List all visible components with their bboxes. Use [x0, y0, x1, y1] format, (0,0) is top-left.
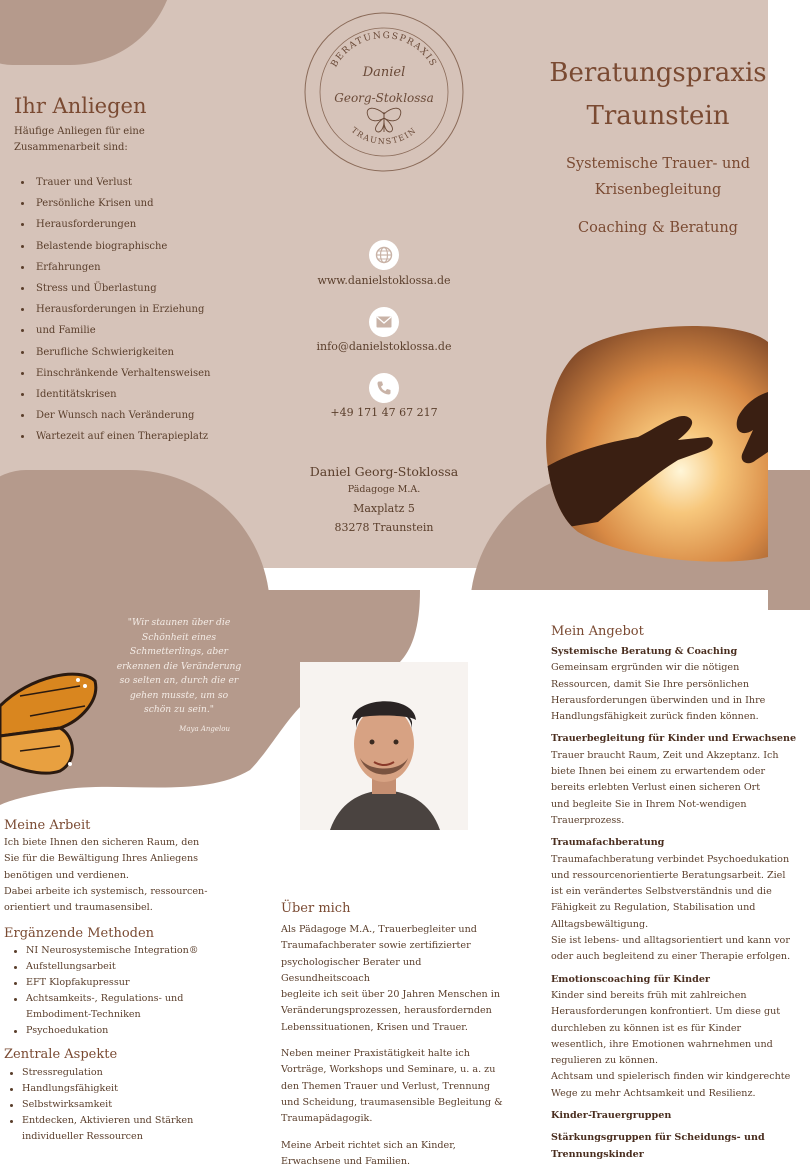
list-item: individueller Ressourcen: [22, 1131, 143, 1142]
quote-line: so selten an, durch die er: [119, 675, 239, 686]
quote-line: erkennen die Veränderung: [116, 660, 242, 672]
quote-line: schön zu sein.": [144, 704, 214, 715]
list-item: Handlungsfähigkeit: [0, 1081, 220, 1097]
cover-subtitle: Coaching & Beratung: [578, 220, 738, 236]
quote-line: Schönheit eines: [141, 631, 217, 643]
cover-subtitle: Krisenbegleitung: [594, 182, 722, 198]
list-item: Persönliche Krisen und: [16, 193, 276, 214]
ueber-line: und Scheidung, traumasensible Begleitung &: [281, 1096, 503, 1108]
angebot-heading: Trennungskinder: [551, 1148, 644, 1160]
list-item: Herausforderungen: [16, 214, 276, 235]
angebot-line: bereits erlebten Verlust einen sicheren Ort: [551, 782, 761, 794]
arbeit-line: Ich biete Ihnen den sicheren Raum, den: [4, 837, 200, 848]
list-item: Trauer und Verlust: [16, 172, 276, 193]
angebot-line: und ressourcenorientierte Beratungsarbeit. Ziel: [551, 869, 786, 881]
quote-line: Schmetterlings, aber: [129, 646, 229, 657]
anliegen-title: Ihr Anliegen: [14, 94, 147, 118]
phone-link[interactable]: +49 171 47 67 217: [330, 406, 438, 419]
methoden-title: Ergänzende Methoden: [4, 926, 155, 941]
contact-street: Maxplatz 5: [353, 502, 415, 515]
svg-text:BERATUNGSPRAXIS: [330, 31, 439, 69]
list-item: NI Neurosystemische Integration®: [4, 943, 224, 959]
arbeit-line: benötigen und verdienen.: [4, 869, 129, 881]
angebot-line: Gemeinsam ergründen wir die nötigen: [551, 662, 740, 674]
ueber-title: Über mich: [281, 901, 351, 916]
angebot-heading: Stärkungsgruppen für Scheidungs- und: [551, 1132, 765, 1144]
list-item: EFT Klopfakupressur: [4, 975, 224, 991]
arbeit-title: Meine Arbeit: [4, 818, 91, 833]
aspekte-title: Zentrale Aspekte: [4, 1047, 118, 1062]
ueber-line: begleite ich seit über 20 Jahren Menschen in: [281, 989, 501, 1001]
blob-bottom-left: [0, 470, 270, 610]
angebot-heading: Traumafachberatung: [551, 837, 665, 849]
list-item: und Familie: [16, 320, 276, 341]
arbeit-line: orientiert und traumasensibel.: [4, 902, 153, 914]
quote-block: [104, 616, 254, 736]
methoden-list: [4, 943, 224, 1039]
angebot-line: Herausforderungen überwinden und in Ihre: [551, 694, 766, 706]
logo-bottom-text: TRAUNSTEIN: [349, 125, 419, 147]
angebot-line: wesentlich, ihre Emotionen wahrnehmen und: [551, 1038, 773, 1050]
angebot-heading: Systemische Beratung & Coaching: [551, 646, 738, 657]
cover-title: Beratungspraxis: [549, 58, 767, 88]
globe-icon[interactable]: [369, 240, 399, 270]
list-item: Achtsamkeits-, Regulations- und: [4, 991, 224, 1007]
portrait-photo: [300, 662, 468, 830]
ueber-line: Traumafachberater sowie zertifizierter: [281, 940, 471, 952]
quote-line: "Wir staunen über die: [127, 617, 231, 628]
logo-top-text: BERATUNGSPRAXIS: [329, 30, 439, 70]
angebot-line: Trauer braucht Raum, Zeit und Akzeptanz. Ich: [551, 749, 779, 761]
ueber-line: Traumapädagogik.: [281, 1113, 373, 1125]
blob-top-left: [0, 0, 175, 65]
cover-title: Traunstein: [586, 101, 730, 131]
anliegen-intro: Zusammenarbeit sind:: [14, 142, 128, 153]
aspekte-list: [0, 1065, 220, 1145]
list-item: Identitätskrisen: [16, 384, 276, 405]
list-item: Berufliche Schwierigkeiten: [16, 342, 276, 363]
angebot-line: Herausforderungen konfrontiert. Um diese gut: [551, 1006, 781, 1018]
contact-name: Daniel Georg-Stoklossa: [309, 464, 459, 479]
butterfly-image: [0, 666, 100, 776]
angebot-line: Achtsam und spielerisch finden wir kindgerechte: [551, 1071, 791, 1083]
logo-firstname: Daniel: [362, 65, 406, 80]
ueber-line: Neben meiner Praxistätigkeit halte ich: [281, 1048, 470, 1060]
angebot-line: biete Ihnen bei einem zu erwartendem oder: [551, 766, 766, 778]
quote-line: gehen musste, um so: [129, 689, 229, 701]
logo-lastname: Georg-Stoklossa: [334, 91, 434, 105]
list-item: Einschränkende Verhaltensweisen: [16, 363, 276, 384]
mail-icon[interactable]: [369, 307, 399, 337]
phone-icon[interactable]: [369, 373, 399, 403]
email-link[interactable]: info@danielstoklossa.de: [316, 340, 452, 353]
butterfly-logo-icon: [367, 108, 401, 132]
angebot-line: Alltagsbewältigung.: [551, 918, 649, 930]
practice-logo: [302, 10, 466, 174]
contact-city: 83278 Traunstein: [334, 521, 434, 534]
angebot-line: Trauerprozess.: [551, 814, 625, 826]
angebot-line: Sie ist lebens- und alltagsorientiert und kann vor: [551, 935, 790, 947]
list-item: Belastende biographische: [16, 236, 276, 257]
angebot-line: oder auch begleitend zu einer Therapie erfolgen.: [551, 951, 791, 963]
ueber-line: den Themen Trauer und Verlust, Trennung: [281, 1080, 491, 1092]
list-item: Entdecken, Aktivieren und Stärken: [0, 1113, 220, 1129]
angebot-line: Traumafachberatung verbindet Psychoedukation: [551, 853, 790, 865]
list-item: Wartezeit auf einen Therapieplatz: [16, 426, 276, 447]
list-item: Stress und Überlastung: [16, 278, 276, 299]
angebot-line: und begleite Sie in Ihrem Not-wendigen: [551, 798, 747, 810]
ueber-line: Veränderungsprozessen, herausfordernden: [281, 1005, 492, 1017]
quote-author: Maya Angelou: [179, 724, 230, 733]
list-item: Erfahrungen: [16, 257, 276, 278]
list-item: Embodiment-Techniken: [26, 1009, 141, 1020]
angebot-line: regulieren zu können.: [551, 1055, 659, 1067]
ueber-line: Als Pädagoge M.A., Trauerbegleiter und: [281, 924, 477, 935]
list-item: Stressregulation: [0, 1065, 220, 1081]
angebot-title: Mein Angebot: [551, 624, 644, 639]
flyer-inside: [0, 590, 797, 1170]
list-item: Psychoedukation: [4, 1023, 224, 1039]
ueber-line: Erwachsene und Familien.: [281, 1155, 411, 1167]
angebot-line: Wege zu mehr Achtsamkeit und Resilienz.: [551, 1087, 756, 1099]
angebot-line: Handlungsfähigkeit zurück finden können.: [551, 711, 759, 723]
cover-subtitle: Systemische Trauer- und: [565, 156, 751, 172]
ueber-line: Lebenssituationen, Krisen und Trauer.: [281, 1021, 468, 1033]
ueber-line: psychologischer Berater und Gesundheitscoach: [281, 956, 422, 984]
angebot-column: [551, 644, 797, 1163]
flyer-outside: [0, 0, 768, 568]
anliegen-intro: Häufige Anliegen für eine: [14, 126, 145, 137]
angebot-line: Ressourcen, damit Sie Ihre persönlichen: [551, 678, 750, 690]
list-item: Aufstellungsarbeit: [4, 959, 224, 975]
angebot-line: ist ein verändertes Selbstverständnis und die: [551, 886, 772, 898]
angebot-line: Fähigkeit zu Regulation, Stabilisation und: [551, 902, 756, 914]
list-item: Selbstwirksamkeit: [0, 1097, 220, 1113]
cover-photo-hands: [538, 322, 768, 562]
list-item: Der Wunsch nach Veränderung: [16, 405, 276, 426]
ueber-line: Meine Arbeit richtet sich an Kinder,: [281, 1139, 456, 1151]
contact-role: Pädagoge M.A.: [347, 484, 421, 495]
arbeit-line: Dabei arbeite ich systemisch, ressourcen-: [4, 885, 208, 897]
list-item: Herausforderungen in Erziehung: [16, 299, 276, 320]
angebot-line: Kinder sind bereits früh mit zahlreichen: [551, 989, 747, 1001]
website-link[interactable]: www.danielstoklossa.de: [317, 274, 451, 287]
angebot-line: durchleben zu können ist es für Kinder: [551, 1022, 742, 1034]
angebot-heading: Trauerbegleitung für Kinder und Erwachsene: [551, 733, 797, 745]
angebot-heading: Kinder-Trauergruppen: [551, 1110, 672, 1122]
anliegen-list: [16, 172, 276, 448]
arbeit-line: Sie für die Bewältigung Ihres Anliegens: [4, 853, 199, 865]
angebot-heading: Emotionscoaching für Kinder: [551, 973, 710, 985]
ueber-line: Vorträge, Workshops und Seminare, u. a. zu: [281, 1064, 496, 1076]
